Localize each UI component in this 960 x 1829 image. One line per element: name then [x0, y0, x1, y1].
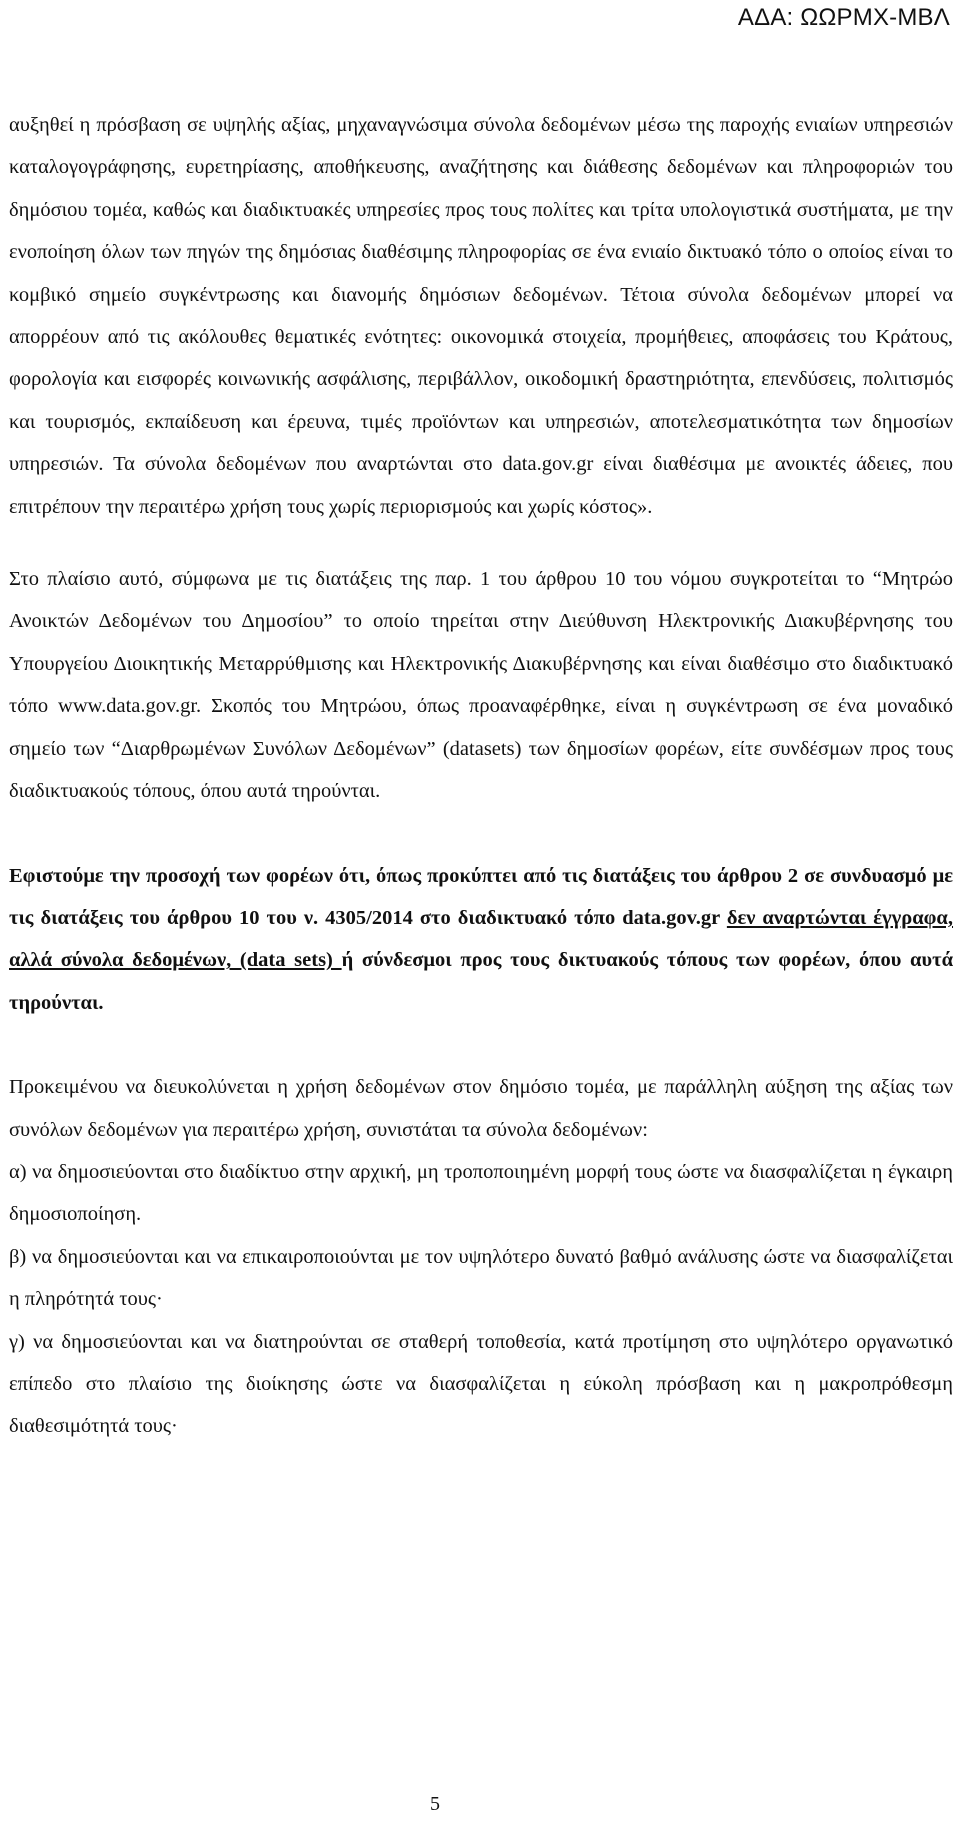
- document-ada-header: ΑΔΑ: ΩΩΡΜΧ-ΜΒΛ: [737, 4, 950, 31]
- notice-underlined-text: δεν αναρτώνται έγγραφα, αλλά σύνολα δεδομένων, (data sets): [9, 906, 954, 972]
- paragraph-notice: [9, 855, 953, 1025]
- paragraph-registry: Στο πλαίσιο αυτό, σύμφωνα με τις διατάξεις της παρ. 1 του άρθρου 10 του νόμου συγκροτείται το “Μητρώο Ανοικτών Δεδομένων του Δημοσίου” το οποίο τηρείται στην Διεύθυνση Ηλεκτρονικής Διακυβέρνησης του Υπουργείου Διοικητικής Μεταρρύθμισης και Ηλεκτρονικής Διακυβέρνησης και είναι διαθέσιμο στο διαδικτυακό τόπο www.data.gov.gr. Σκοπός του Μητρώου, όπως προαναφέρθηκε, είναι η συγκέντρωση σε ένα μοναδικό σημείο των “Διαρθρωμένων Συνόλων Δεδομένων” (datasets) των δημοσίων φορέων, είτε συνδέσμων προς τους διαδικτυακούς τόπους, όπου αυτά τηρούνται.: [9, 568, 953, 803]
- paragraph-recommendation: Προκειμένου να διευκολύνεται η χρήση δεδομένων στον δημόσιο τομέα, με παράλληλη αύξηση της αξίας των συνόλων δεδομένων για περαιτέρω χρήση, συνιστάται τα σύνολα δεδομένων:: [9, 1076, 953, 1141]
- page-number: 5: [430, 1793, 440, 1815]
- list-item-a: α) να δημοσιεύονται στο διαδίκτυο στην αρχική, μη τροποποιημένη μορφή τους ώστε να διασφαλίζεται η έγκαιρη δημοσιοποίηση.: [9, 1160, 953, 1226]
- notice-text-end: ή σύνδεσμοι προς τους δικτυακούς τόπους των φορέων, όπου αυτά τηρούνται.: [9, 949, 954, 1014]
- paragraph-open-data-description: αυξηθεί η πρόσβαση σε υψηλής αξίας, μηχαναγνώσιμα σύνολα δεδομένων μέσω της παροχής ενιαίων υπηρεσιών καταλογογράφησης, ευρετηρίασης, αποθήκευσης, αναζήτησης και διάθεσης δεδομένων και πληροφοριών του δημόσιου τομέα, καθώς και διαδικτυακές υπηρεσίες προς τους πολίτες και τρίτα υπολογιστικά συστήματα, με την ενοποίηση όλων των πηγών της δημόσιας διαθέσιμης πληροφορίας σε ένα ενιαίο δικτυακό τόπο ο οποίος είναι το κομβικό σημείο συγκέντρωσης και διανομής δημόσιων δεδομένων. Τέτοια σύνολα δεδομένων μπορεί να απορρέουν από τις ακόλουθες θεματικές ενότητες: οικονομικά στοιχεία, προμήθειες, αποφάσεις του Κράτους, φορολογία και εισφορές κοινωνικής ασφάλισης, περιβάλλον, οικοδομική δραστηριότητα, επενδύσεις, πολιτισμός και τουρισμός, εκπαίδευση και έρευνα, τιμές προϊόντων και υπηρεσιών, αποτελεσματικότητα των δημοσίων υπηρεσιών. Τα σύνολα δεδομένων που αναρτώνται στο data.gov.gr είναι διαθέσιμα με ανοικτές άδειες, που επιτρέπουν την περαιτέρω χρήση τους χωρίς περιορισμούς και χωρίς κόστος».: [9, 114, 953, 518]
- list-item-b: β) να δημοσιεύονται και να επικαιροποιούνται με τον υψηλότερο δυνατό βαθμό ανάλυσης ώστε να διασφαλίζεται η πληρότητά τους·: [9, 1245, 953, 1311]
- list-item-c: γ) να δημοσιεύονται και να διατηρούνται σε σταθερή τοποθεσία, κατά προτίμηση στο υψηλότερο οργανωτικό επίπεδο στο πλαίσιο της διοίκησης ώστε να διασφαλίζεται η εύκολη πρόσβαση και η μακροπρόθεσμη διαθεσιμότητά τους·: [9, 1330, 953, 1438]
- document-body: [9, 104, 953, 1448]
- notice-text-start: Εφιστούμε την προσοχή των φορέων ότι, όπως προκύπτει από τις διατάξεις του άρθρου 2 σε συνδυασμό με τις διατάξεις του άρθρου 10 του ν. 4305/2014 στο διαδικτυακό τόπο data.gov.gr: [9, 864, 953, 929]
